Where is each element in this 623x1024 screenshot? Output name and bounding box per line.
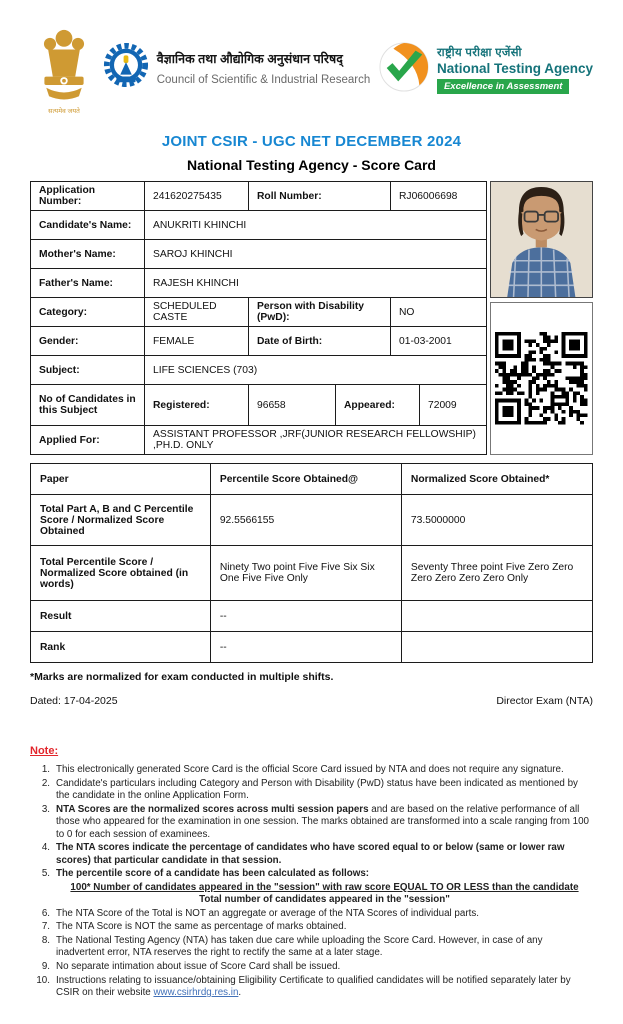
rank-value: --: [210, 632, 401, 663]
note-text: and are based on the relative performance of all those who appeared for the examination in one session. The marks obtained are transformed into a scale ranging from 100 to 0 for each session of examinees.: [56, 803, 589, 840]
emblem-caption: सत्यमेव जयते: [48, 108, 80, 115]
nta-logo-icon: [379, 42, 429, 97]
roll-number-value: RJ06006698: [399, 190, 458, 202]
nta-tagline-badge: Excellence in Assessment: [437, 79, 569, 94]
notes-section: [30, 745, 593, 1000]
table-row: [31, 240, 486, 269]
table-row: [31, 327, 486, 356]
note-item: [30, 935, 593, 960]
note-text: The NTA Score of the Total is NOT an aggregate or average of the NTA Scores of individual parts.: [56, 907, 479, 919]
candidate-name-label: Candidate's Name:: [31, 211, 145, 239]
table-row: [31, 601, 593, 632]
note-text: NTA Scores are the normalized scores across multi session papers: [56, 803, 369, 815]
table-row: [31, 211, 486, 240]
father-name-label: Father's Name:: [31, 269, 145, 297]
total-score-label: Total Part A, B and C Percentile Score / Normalized Score Obtained: [31, 495, 211, 546]
percentile-formula-denominator: Total number of candidates appeared in the "session": [199, 894, 450, 906]
subject-value: LIFE SCIENCES (703): [153, 364, 258, 376]
appeared-label: Appeared:: [336, 385, 420, 425]
rank-normalized-value: [401, 632, 592, 663]
rank-label: Rank: [31, 632, 211, 663]
father-name-value: RAJESH KHINCHI: [153, 277, 239, 289]
header: [0, 0, 623, 121]
normalized-score-value: 73.5000000: [401, 495, 592, 546]
csir-website-link[interactable]: www.csirhrdg.res.in: [153, 987, 239, 999]
note-text: No separate intimation about issue of Score Card shall be issued.: [56, 960, 341, 972]
csir-logo-icon: [103, 42, 149, 93]
note-item: [30, 778, 593, 803]
table-row: [31, 546, 593, 601]
table-row: [31, 385, 486, 426]
normalized-in-words-value: Seventy Three point Five Zero Zero Zero Zero Zero Zero Only: [401, 546, 592, 601]
pwd-label: Person with Disability (PwD):: [249, 298, 391, 326]
note-text: The NTA Score is NOT the same as percentage of marks obtained.: [56, 921, 347, 933]
nta-english-name: National Testing Agency: [436, 61, 593, 76]
note-item: [30, 842, 593, 867]
dated-text: Dated: 17-04-2025: [30, 695, 118, 707]
percentile-column-header: Percentile Score Obtained@: [210, 464, 401, 495]
appeared-value: 72009: [428, 399, 457, 411]
application-number-label: Application Number:: [31, 182, 145, 210]
pwd-value: NO: [399, 306, 415, 318]
table-row: [31, 298, 486, 327]
note-text: The NTA scores indicate the percentage of candidates who have scored equal to or below (same or lower raw scores) that particular candidate in that session.: [56, 842, 565, 866]
note-text: .: [238, 987, 242, 999]
candidate-name-value: ANUKRITI KHINCHI: [153, 219, 247, 231]
note-text: This electronically generated Score Card is the official Score Card issued by NTA and does not require any signature.: [56, 764, 564, 775]
roll-number-label: Roll Number:: [249, 182, 391, 210]
gender-value: FEMALE: [145, 327, 249, 355]
note-item: [30, 908, 593, 921]
normalization-note: *Marks are normalized for exam conducted in multiple shifts.: [30, 671, 334, 683]
mother-name-label: Mother's Name:: [31, 240, 145, 268]
note-text: The percentile score of a candidate has been calculated as follows:: [56, 868, 370, 880]
result-label: Result: [31, 601, 211, 632]
note-item: [30, 961, 593, 974]
result-value: --: [210, 601, 401, 632]
notes-heading: Note:: [30, 745, 59, 757]
percentile-in-words-value: Ninety Two point Five Five Six Six One Five Five Only: [210, 546, 401, 601]
percentile-score-value: 92.5566155: [210, 495, 401, 546]
photo-qr-column: [490, 181, 593, 455]
percentile-formula-numerator: 100* Number of candidates appeared in the "session" with raw score EQUAL TO OR LESS than the candidate: [70, 881, 579, 893]
application-number-value: 241620275435: [145, 182, 249, 210]
score-table: [30, 463, 593, 663]
paper-column-header: Paper: [31, 464, 211, 495]
applied-for-label: Applied For:: [31, 426, 145, 454]
note-item: [30, 804, 593, 842]
note-item: [30, 975, 593, 1000]
candidate-photo: [490, 181, 593, 298]
note-text: Instructions relating to issuance/obtaining Eligibility Certificate to qualified candidates will be notified separately later by CSIR on their website: [56, 974, 571, 999]
table-row: [31, 356, 486, 385]
dob-label: Date of Birth:: [249, 327, 391, 355]
note-item: [30, 921, 593, 934]
signature-row: [30, 695, 593, 707]
nta-hindi-name: राष्ट्रीय परीक्षा एजेंसी: [436, 47, 522, 59]
exam-title: JOINT CSIR - UGC NET DECEMBER 2024: [161, 133, 462, 150]
qr-code: [490, 302, 593, 455]
csir-text: [157, 50, 371, 86]
applied-for-value: ASSISTANT PROFESSOR ,JRF(JUNIOR RESEARCH FELLOWSHIP) ,PH.D. ONLY: [153, 429, 476, 451]
csir-english-name: Council of Scientific & Industrial Research: [156, 73, 371, 86]
table-row: [31, 182, 486, 211]
nta-logo-group: [379, 42, 593, 97]
signatory-text: Director Exam (NTA): [496, 695, 593, 707]
table-row: [31, 632, 593, 663]
dob-value: 01-03-2001: [399, 335, 452, 347]
result-normalized-value: [401, 601, 592, 632]
csir-logo-group: [103, 42, 371, 93]
registered-value: 96658: [249, 385, 336, 425]
scorecard-title: National Testing Agency - Score Card: [187, 157, 436, 173]
category-value: SCHEDULED CASTE: [145, 298, 249, 326]
candidate-info-table: [30, 181, 487, 455]
note-text: Candidate's particulars including Category and Person with Disability (PwD) status have been indicated as mentioned by the candidate in the online Application Form.: [56, 777, 578, 802]
note-item: [30, 868, 593, 907]
table-row: [31, 495, 593, 546]
table-row: [31, 269, 486, 298]
normalized-column-header: Normalized Score Obtained*: [401, 464, 592, 495]
mother-name-value: SAROJ KHINCHI: [153, 248, 233, 260]
category-label: Category:: [31, 298, 145, 326]
notes-list: [30, 764, 593, 1000]
note-text: The National Testing Agency (NTA) has taken due care while uploading the Score Card. However, in case of any inadvertent error, NTA reserves the right to rectify the same at a later stage.: [56, 934, 543, 959]
table-row: [31, 426, 486, 454]
nta-text: [437, 45, 593, 94]
registered-label: Registered:: [145, 385, 249, 425]
candidates-count-label: No of Candidates in this Subject: [31, 385, 145, 425]
gender-label: Gender:: [31, 327, 145, 355]
note-item: [30, 764, 593, 777]
csir-hindi-name: वैज्ञानिक तथा औद्योगिक अनुसंधान परिषद्: [156, 51, 343, 66]
subject-label: Subject:: [31, 356, 145, 384]
india-emblem-icon: [34, 26, 94, 121]
score-table-header-row: [31, 464, 593, 495]
candidate-info-section: [30, 181, 593, 455]
score-in-words-label: Total Percentile Score / Normalized Score obtained (in words): [31, 546, 211, 601]
